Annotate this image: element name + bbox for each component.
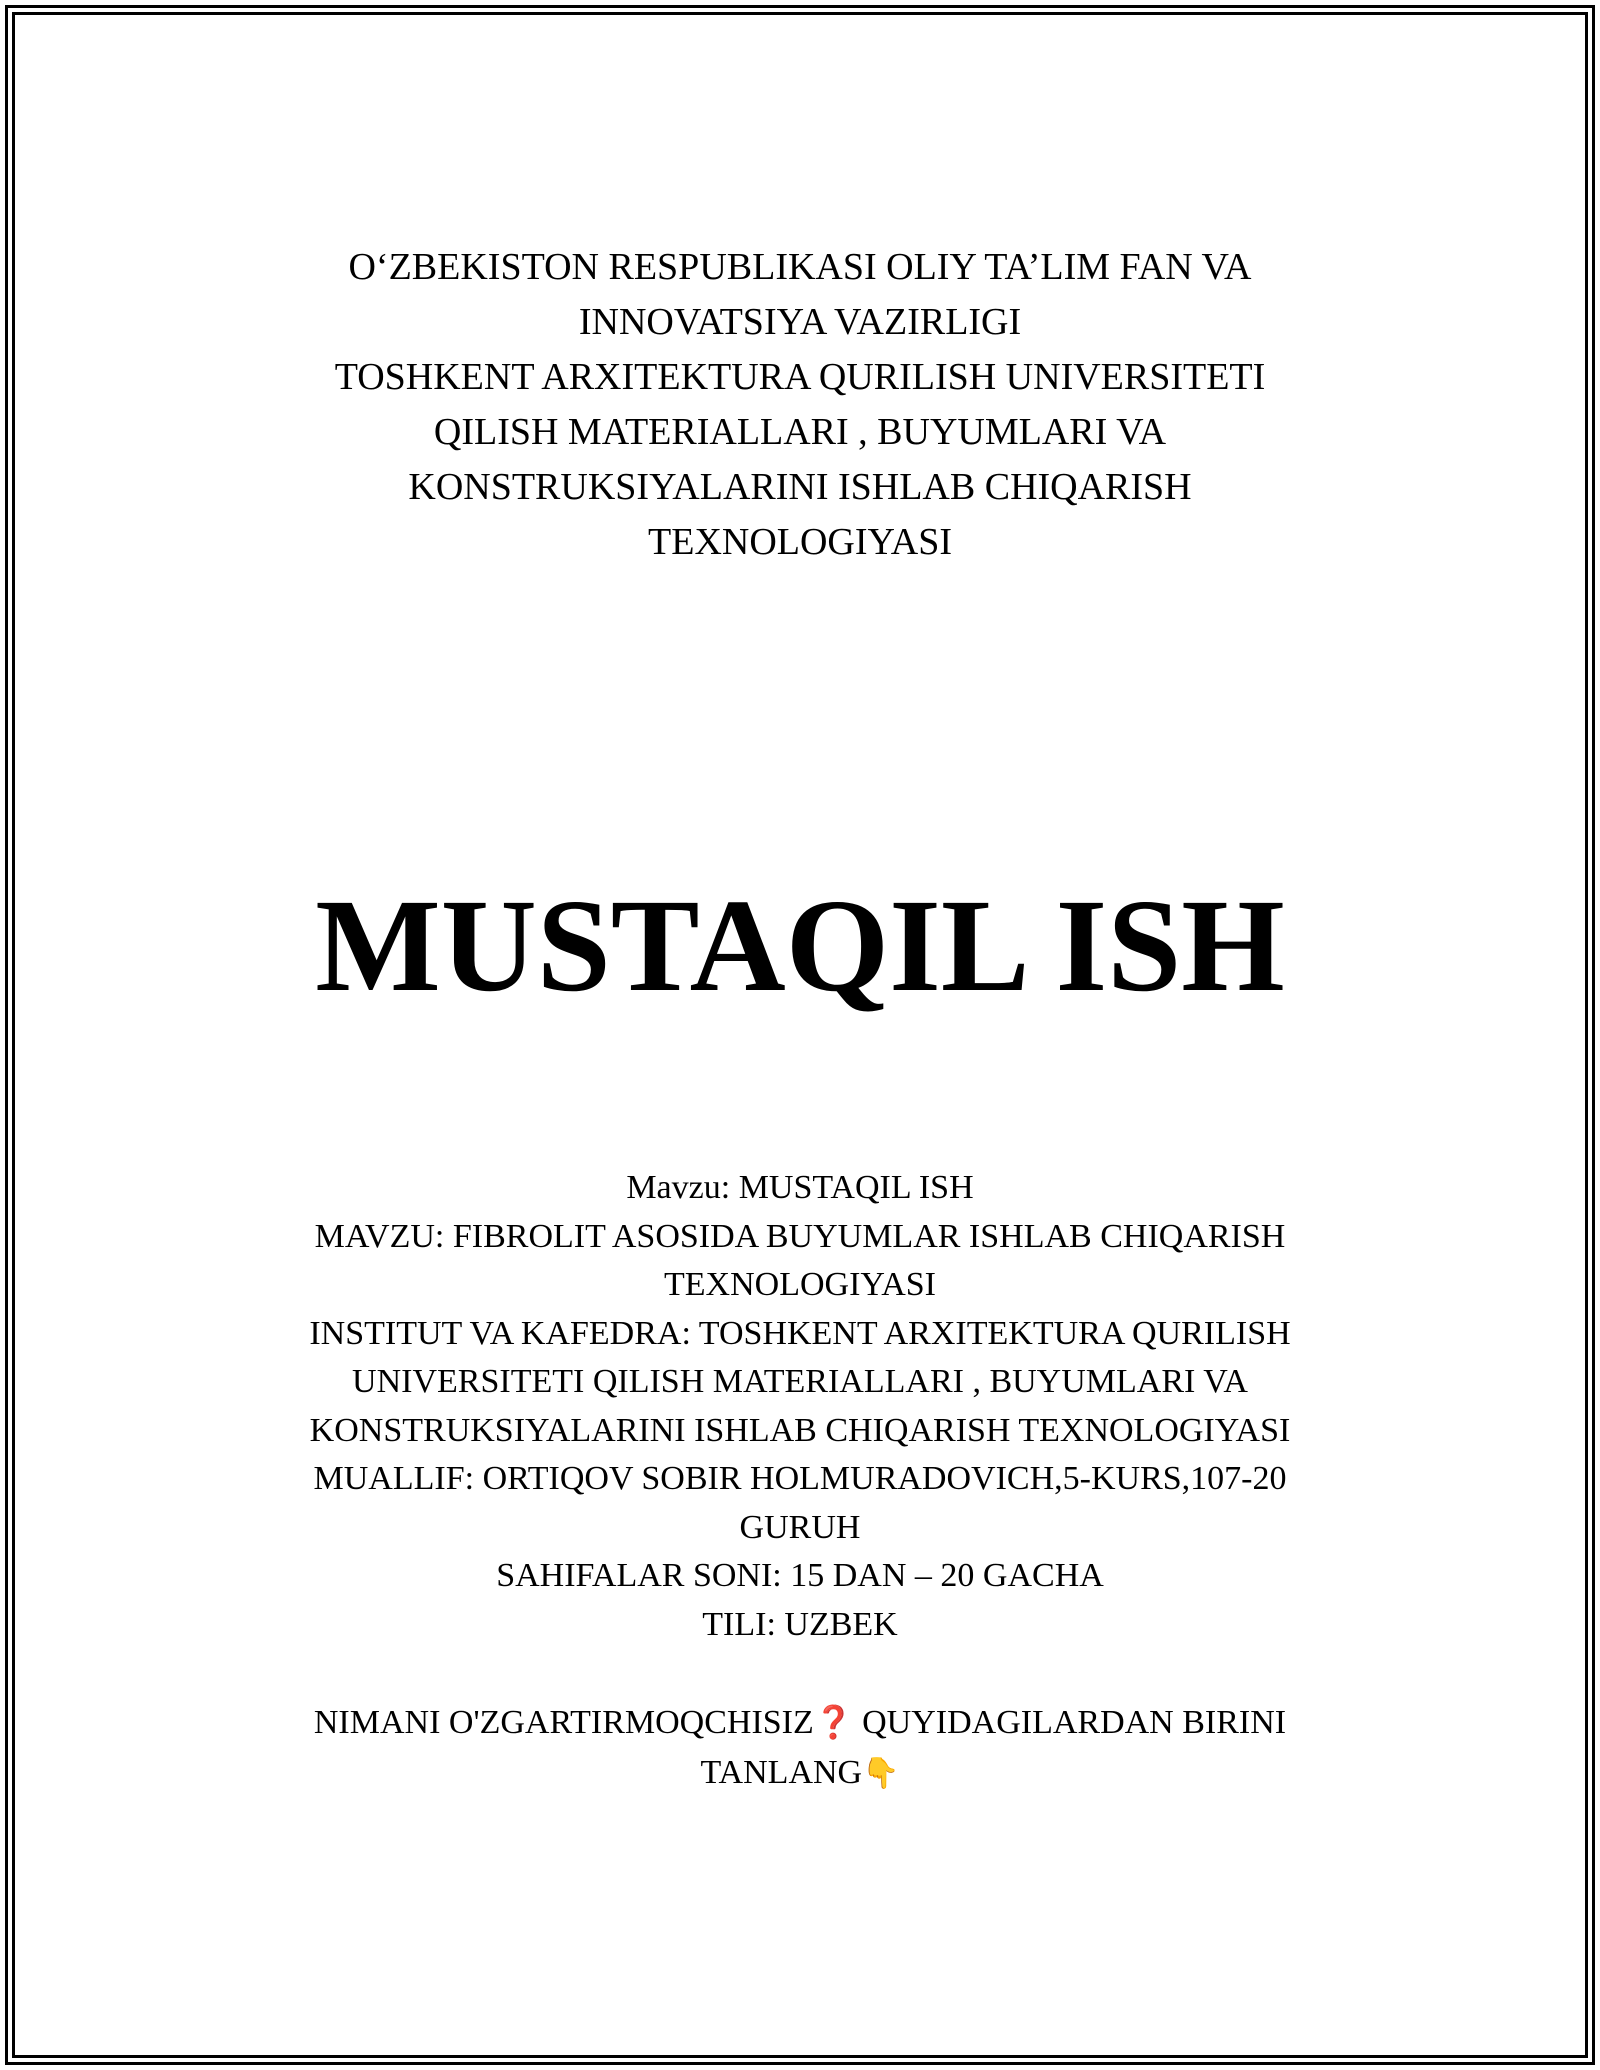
question-mark-icon: ❓ — [813, 1703, 854, 1741]
header-line: TOSHKENT ARXITEKTURA QURILISH UNIVERSITETI — [334, 356, 1266, 398]
subject-line: TEXNOLOGIYASI — [664, 1266, 936, 1303]
topic-line: Mavzu: MUSTAQIL ISH — [626, 1169, 974, 1206]
institute-line: INSTITUT VA KAFEDRA: TOSHKENT ARXITEKTURA QURILISH — [309, 1314, 1291, 1352]
header-line: TEXNOLOGIYASI — [648, 521, 952, 563]
header-line: QILISH MATERIALLARI , BUYUMLARI VA — [433, 411, 1167, 453]
header-line: KONSTRUKSIYALARINI ISHLAB CHIQARISH — [408, 466, 1192, 508]
institute-line: KONSTRUKSIYALARINI ISHLAB CHIQARISH TEXNOLOGIYASI — [309, 1411, 1291, 1449]
subject-line: MAVZU: FIBROLIT ASOSIDA BUYUMLAR ISHLAB CHIQARISH — [314, 1217, 1286, 1255]
author-line: MUALLIF: ORTIQOV SOBIR HOLMURADOVICH,5-KURS,107-20 — [313, 1460, 1287, 1497]
institution-header — [240, 240, 1360, 570]
prompt-text: NIMANI O'ZGARTIRMOQCHISIZ — [313, 1704, 814, 1741]
header-line: INNOVATSIYA VAZIRLIGI — [578, 301, 1022, 343]
header-line: O‘ZBEKISTON RESPUBLIKASI OLIY TA’LIM FAN VA — [348, 246, 1252, 288]
pages-line: SAHIFALAR SONI: 15 DAN – 20 GACHA — [496, 1557, 1104, 1594]
prompt-line-1 — [220, 1697, 1380, 1748]
prompt-text: QUYIDAGILARDAN BIRINI — [853, 1704, 1287, 1741]
language-line: TILI: UZBEK — [702, 1605, 898, 1643]
institute-line: UNIVERSITETI QILISH MATERIALLARI , BUYUMLARI VA — [352, 1363, 1248, 1400]
work-details — [220, 1164, 1380, 1649]
author-line: GURUH — [739, 1508, 861, 1546]
document-title: MUSTAQIL ISH — [315, 871, 1285, 1019]
prompt-text: TANLANG — [700, 1754, 863, 1791]
prompt-line-2 — [220, 1748, 1380, 1799]
pointing-down-icon: 👇 — [862, 1756, 900, 1791]
choice-prompt — [220, 1697, 1380, 1799]
